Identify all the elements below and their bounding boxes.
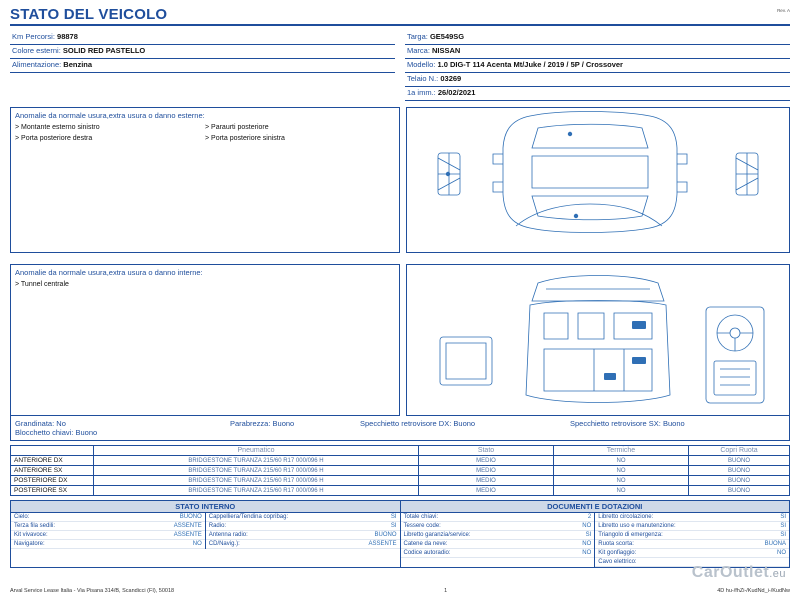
item-label: Radio: (208, 523, 227, 529)
documents-right-column (594, 513, 789, 567)
watermark-text: CarOutlet (691, 564, 770, 581)
info-label: Modello: (407, 60, 436, 69)
bottom-panels (10, 500, 790, 568)
damage-item: > Porta posteriore destra (15, 135, 93, 142)
list-item (595, 513, 789, 522)
item-value: NO (777, 550, 786, 556)
info-value: 1.0 DIG-T 114 Acenta Mt/Juke / 2019 / 5P / Crossover (437, 60, 623, 69)
item-value: 2 (587, 514, 592, 520)
list-item (401, 540, 595, 549)
interior-diagram (406, 264, 790, 416)
list-item (595, 549, 789, 558)
list-item (401, 513, 595, 522)
strip-label: Grandinata: (15, 419, 55, 428)
item-value: BUONO (374, 532, 397, 538)
tyre-position: ANTERIORE DX (11, 456, 94, 466)
documents-title: DOCUMENTI E DOTAZIONI (401, 501, 790, 513)
item-value: SI (780, 523, 786, 529)
footer-code: 4D hu-/fhZi-/KudNd_i-/KudNw (717, 588, 790, 594)
interior-left-column (11, 513, 205, 549)
list-item (595, 531, 789, 540)
tyre-stato: MEDIO (419, 466, 554, 476)
tyre-copriruota: BUONO (689, 456, 790, 466)
summary-strip (10, 416, 790, 441)
tyres-header-row (11, 446, 790, 456)
car-exterior-schematic (407, 108, 789, 252)
list-item (206, 531, 400, 540)
internal-damage-section (10, 259, 790, 416)
list-item (11, 531, 205, 540)
item-label: Kit vivavoce: (14, 532, 48, 538)
item-value: BUONO (179, 514, 202, 520)
item-label: Antenna radio: (208, 532, 248, 538)
list-item (595, 522, 789, 531)
tyre-position: ANTERIORE SX (11, 466, 94, 476)
strip-value: Buono (453, 419, 476, 428)
info-value: GE549SG (429, 32, 465, 41)
watermark (692, 564, 786, 582)
vehicle-info-left (10, 31, 395, 101)
tyre-stato: MEDIO (419, 476, 554, 486)
list-item (206, 513, 400, 522)
tyre-termiche: NO (554, 466, 689, 476)
revision-label: Rev. A (777, 8, 790, 13)
tyre-stato: MEDIO (419, 456, 554, 466)
internal-damage-title: Anomalie da normale usura,extra usura o danno interne: (15, 268, 203, 277)
item-value: SI (390, 514, 397, 520)
external-damage-title: Anomalie da normale usura,extra usura o danno esterne: (15, 111, 205, 120)
list-item (11, 513, 205, 522)
info-label: Colore esterni: (12, 46, 61, 55)
tyre-termiche: NO (554, 456, 689, 466)
tyre-termiche: NO (554, 476, 689, 486)
item-label: Ruota scorta: (598, 541, 634, 547)
document-header (10, 6, 790, 23)
info-row (10, 31, 395, 45)
tyre-spec: BRIDGESTONE TURANZA 215/60 R17 000/096 H (94, 466, 419, 476)
table-row (11, 476, 790, 486)
tyre-copriruota: BUONO (689, 476, 790, 486)
info-label: Alimentazione: (12, 60, 62, 69)
list-item (11, 540, 205, 549)
strip-value: Buono (75, 428, 98, 437)
item-label: Catene da neve: (403, 541, 448, 547)
info-value: NISSAN (432, 46, 461, 55)
item-label: CD/Navig.): (208, 541, 240, 547)
tyres-header-blank (11, 446, 94, 456)
item-label: Cappelliera/Tendina copribag: (208, 514, 289, 520)
item-label: Triangolo di emergenza: (598, 532, 663, 538)
info-value: 98878 (57, 32, 78, 41)
strip-value: Buono (662, 419, 685, 428)
damage-item: > Porta posteriore sinistra (205, 135, 285, 142)
item-label: Libretto garanzia/service: (403, 532, 471, 538)
list-item (11, 522, 205, 531)
info-row (405, 59, 790, 73)
item-value: SI (585, 532, 592, 538)
item-label: Tessere code: (403, 523, 441, 529)
tyres-header-pneumatico: Pneumatico (94, 446, 419, 456)
list-item (206, 522, 400, 531)
info-label: Targa: (407, 32, 428, 41)
page-title: STATO DEL VEICOLO (10, 6, 168, 23)
tyres-header-copriruota: Copri Ruota (689, 446, 790, 456)
document-footer (10, 588, 790, 594)
list-item (401, 522, 595, 531)
item-value: NO (582, 523, 592, 529)
info-row (10, 45, 395, 59)
item-label: Cielo: (14, 514, 30, 520)
damage-item: > Paraurti posteriore (205, 124, 269, 131)
watermark-suffix: .eu (769, 568, 786, 580)
strip-item-retrovisore-sx (570, 419, 685, 428)
external-damage-box (10, 107, 400, 253)
interior-state-title: STATO INTERNO (11, 501, 400, 513)
documents-panel (401, 500, 791, 568)
info-label: 1a imm.: (407, 88, 436, 97)
table-row (11, 486, 790, 496)
item-value: ASSENTE (173, 532, 202, 538)
info-row (10, 59, 395, 73)
info-row (405, 87, 790, 101)
info-value: SOLID RED PASTELLO (62, 46, 146, 55)
documents-left-column (401, 513, 595, 567)
strip-item-retrovisore-dx (360, 419, 570, 428)
info-label: Km Percorsi: (12, 32, 55, 41)
item-value: ASSENTE (173, 523, 202, 529)
item-label: Kit gonfiaggio: (598, 550, 637, 556)
tyre-position: POSTERIORE DX (11, 476, 94, 486)
strip-item-parabrezza (230, 419, 360, 428)
vehicle-info (10, 31, 790, 101)
tyres-header-termiche: Termiche (554, 446, 689, 456)
item-value: SI (390, 523, 397, 529)
item-label: Terza fila sedili: (14, 523, 56, 529)
tyre-copriruota: BUONO (689, 486, 790, 496)
item-value: SI (780, 532, 786, 538)
strip-item-blocchetto-chiavi (15, 428, 785, 437)
item-label: Cavo elettrico: (598, 559, 637, 565)
exterior-diagram (406, 107, 790, 253)
list-item (401, 531, 595, 540)
item-value: BUONA (764, 541, 786, 547)
item-label: Navigatore: (14, 541, 45, 547)
tyre-termiche: NO (554, 486, 689, 496)
list-item (595, 540, 789, 549)
info-row (405, 73, 790, 87)
strip-value: No (56, 419, 66, 428)
tyre-spec: BRIDGESTONE TURANZA 215/60 R17 000/096 H (94, 456, 419, 466)
header-divider (10, 24, 790, 26)
item-value: NO (582, 541, 592, 547)
car-interior-schematic (407, 265, 789, 415)
info-label: Telaio N.: (407, 74, 439, 83)
strip-item-grandinata (15, 419, 230, 428)
damage-item: > Montante esterno sinistro (15, 124, 100, 131)
strip-label: Parabrezza: (230, 419, 271, 428)
table-row (11, 466, 790, 476)
tyres-header-stato: Stato (419, 446, 554, 456)
table-row (11, 456, 790, 466)
item-value: NO (582, 550, 592, 556)
strip-label: Specchietto retrovisore SX: (570, 419, 661, 428)
list-item (206, 540, 400, 549)
tyre-position: POSTERIORE SX (11, 486, 94, 496)
info-value: 03269 (440, 74, 462, 83)
strip-label: Blocchetto chiavi: (15, 428, 74, 437)
item-label: Codice autoradio: (403, 550, 451, 556)
item-value: NO (192, 541, 202, 547)
tyre-spec: BRIDGESTONE TURANZA 215/60 R17 000/096 H (94, 486, 419, 496)
info-row (405, 45, 790, 59)
interior-state-panel (10, 500, 401, 568)
tyre-spec: BRIDGESTONE TURANZA 215/60 R17 000/096 H (94, 476, 419, 486)
tyre-copriruota: BUONO (689, 466, 790, 476)
tyre-stato: MEDIO (419, 486, 554, 496)
tyres-table (10, 445, 790, 496)
vehicle-info-right (395, 31, 790, 101)
item-label: Libretto uso e manutenzione: (598, 523, 676, 529)
footer-company: Arval Service Lease Italia - Via Pisana 314/B, Scandicci (FI), 50018 (10, 588, 175, 594)
item-label: Libretto circolazione: (598, 514, 654, 520)
interior-right-column (205, 513, 400, 549)
list-item (401, 549, 595, 558)
item-label: Totale chiavi: (403, 514, 439, 520)
item-value: ASSENTE (368, 541, 397, 547)
info-value: 26/02/2021 (437, 88, 476, 97)
strip-label: Specchietto retrovisore DX: (360, 419, 452, 428)
internal-damage-box (10, 264, 400, 416)
info-label: Marca: (407, 46, 430, 55)
footer-page-number: 1 (444, 588, 448, 594)
damage-item: > Tunnel centrale (15, 281, 69, 288)
info-value: Benzina (63, 60, 93, 69)
info-row (405, 31, 790, 45)
item-value: SI (780, 514, 786, 520)
strip-value: Buono (272, 419, 295, 428)
external-damage-section (10, 107, 790, 253)
